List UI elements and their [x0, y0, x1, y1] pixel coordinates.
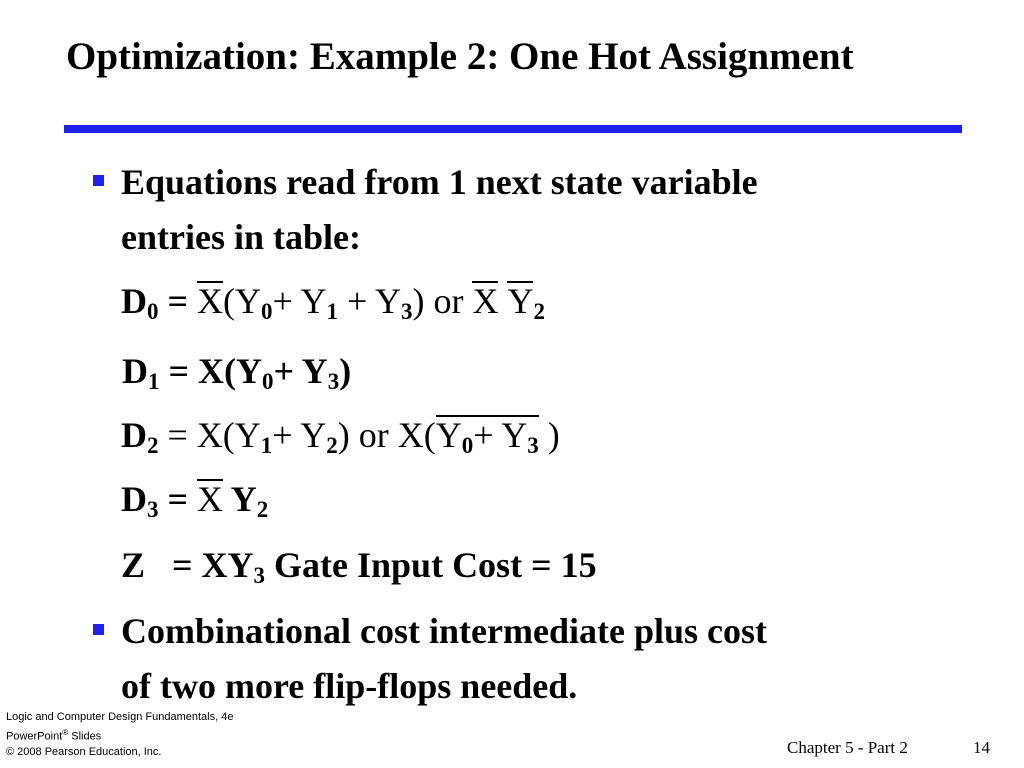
- d2-lhs: D: [121, 415, 147, 455]
- bullet-1-line-1: Equations read from 1 next state variable: [121, 162, 758, 202]
- d1-eq: = X(Y: [159, 351, 262, 391]
- d1-lhs: D: [122, 351, 148, 391]
- d0-p2: + Y: [337, 281, 401, 321]
- d0-sub: 0: [147, 299, 159, 324]
- d2-s2: 2: [326, 433, 338, 458]
- footer-credits: [6, 710, 233, 760]
- d3-y: Y: [223, 479, 257, 519]
- d1-close: ): [339, 351, 352, 391]
- d0-s3: 3: [400, 299, 413, 324]
- equation-d3: [121, 477, 268, 521]
- bullet-1-line-2: entries in table:: [121, 217, 361, 257]
- d2-bar-s1: 0: [461, 433, 474, 458]
- d3-lhs: D: [121, 479, 147, 519]
- d0-lhs: D: [121, 281, 147, 321]
- d0-p1: + Y: [272, 281, 327, 321]
- footer-chapter: Chapter 5 - Part 2: [787, 738, 908, 757]
- d2-bar-p: + Y: [473, 415, 528, 455]
- d3-sub: 3: [147, 497, 159, 522]
- equation-z: [121, 543, 597, 587]
- d2-sub: 2: [147, 433, 159, 458]
- footer-book-title: Logic and Computer Design Fundamentals, 4e: [6, 711, 234, 723]
- footer-slides-line: [6, 725, 233, 745]
- d0-x2-bar: X: [472, 281, 499, 321]
- d2-bar-y: Y: [435, 415, 462, 455]
- d2-eq: = X(Y: [158, 415, 261, 455]
- d3-eq: =: [158, 479, 198, 519]
- d2-end: ): [538, 415, 560, 455]
- footer-copyright: © 2008 Pearson Education, Inc.: [6, 745, 162, 758]
- z-s1: 3: [253, 563, 266, 588]
- d2-close: ) or X(: [337, 415, 436, 455]
- slide-title: Optimization: Example 2: One Hot Assignment: [66, 35, 854, 78]
- bullet-2-line-1: Combinational cost intermediate plus cost: [121, 611, 767, 651]
- title-underline: [64, 125, 962, 133]
- d2-bar-s2: 3: [527, 433, 539, 458]
- d0-y-bar: Y: [507, 281, 534, 321]
- d0-open: (Y: [223, 281, 262, 321]
- bullet-2-line-2: of two more flip-flops needed.: [121, 666, 578, 706]
- d0-s1: 0: [261, 299, 273, 324]
- d3-s1: 2: [256, 497, 269, 522]
- d0-x-bar: X: [197, 281, 224, 321]
- d0-s4: 2: [533, 299, 545, 324]
- d1-sub: 1: [148, 369, 160, 394]
- d2-overbar-group: [435, 415, 539, 458]
- d1-s2: 3: [327, 369, 340, 394]
- footer-registered-mark: ®: [62, 728, 69, 737]
- z-cost: Gate Input Cost = 15: [265, 545, 597, 585]
- d1-s1: 0: [262, 369, 274, 394]
- d3-x-bar: X: [197, 479, 224, 519]
- equation-d0: [121, 279, 545, 323]
- d0-close: ) or: [412, 281, 473, 321]
- d0-s2: 1: [326, 299, 338, 324]
- page-number: 14: [973, 738, 990, 757]
- footer-slides: Slides: [68, 730, 102, 743]
- equation-d1: [122, 349, 351, 393]
- d2-p1: + Y: [272, 415, 327, 455]
- d2-s1: 1: [260, 433, 273, 458]
- bullet-marker-1: [93, 175, 104, 186]
- bullet-marker-2: [93, 624, 104, 635]
- d0-eq: =: [158, 281, 198, 321]
- z-lhs: Z: [121, 545, 146, 585]
- footer-powerpoint: PowerPoint: [6, 730, 63, 743]
- z-eq: = XY: [145, 545, 254, 585]
- equation-d2: [121, 413, 560, 457]
- d1-p1: + Y: [273, 351, 328, 391]
